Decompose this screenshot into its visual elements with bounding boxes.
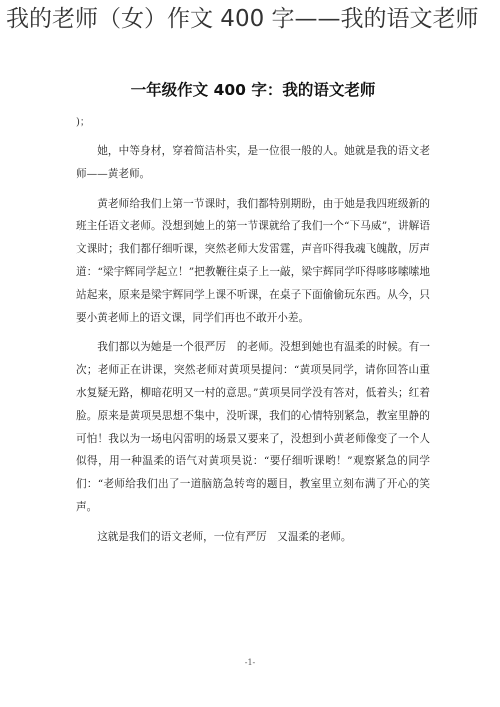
paragraph-gentle-side: 我们都以为她是一个很严厉 的老师。没想到她也有温柔的时候。有一次；老师正在讲课，突然老师对黄项昊提问：“黄项昊同学，请你回答山重水复疑无路，柳暗花明又一村的意思。”黄项昊同学没有答对，低着头；红着脸。原来是黄项昊思想不集中，没听课，我们的心情特别紧急，教室里静的可怕！我以为一场电闪雷明的场景又要来了，没想到小黄老师像变了一个人似得，用一种温柔的语气对黄项昊说：“要仔细听课哟！”观察紧急的同学们：“老师给我们出了一道脑筋急转弯的题目，教室里立刻布满了开心的笑声。	[76, 341, 430, 513]
page-title: 我的老师（女）作文 400 字——我的语文老师	[6, 6, 479, 32]
paragraph-intro: 她，中等身材，穿着简洁朴实，是一位很一般的人。她就是我的语文老师——黄老师。	[76, 145, 430, 180]
document-marker: )；	[76, 117, 90, 128]
paragraph-conclusion: 这就是我们的语文老师，一位有严厉 又温柔的老师。	[97, 530, 352, 543]
paragraph-first-class: 黄老师给我们上第一节课时，我们都特别期盼，由于她是我四班级新的班主任语文老师。没想到她上的第一节课就给了我们一个“下马威”，讲解语文课时；我们都仔细听课，突然老师大发雷霆，声音吓得我魂飞魄散，厉声道：“梁宇辉同学起立！”把教鞭往桌子上一敲，梁宇辉同学吓得哆哆嗦嗦地站起来，原来是梁宇辉同学上课不听课，在桌子下面偷偷玩东西。从今，只要小黄老师上的语文课，同学们再也不敢开小差。	[76, 197, 430, 324]
document-body	[76, 78, 430, 556]
page-number: -1-	[244, 658, 256, 667]
document-heading: 一年级作文 400 字：我的语文老师	[130, 81, 376, 99]
